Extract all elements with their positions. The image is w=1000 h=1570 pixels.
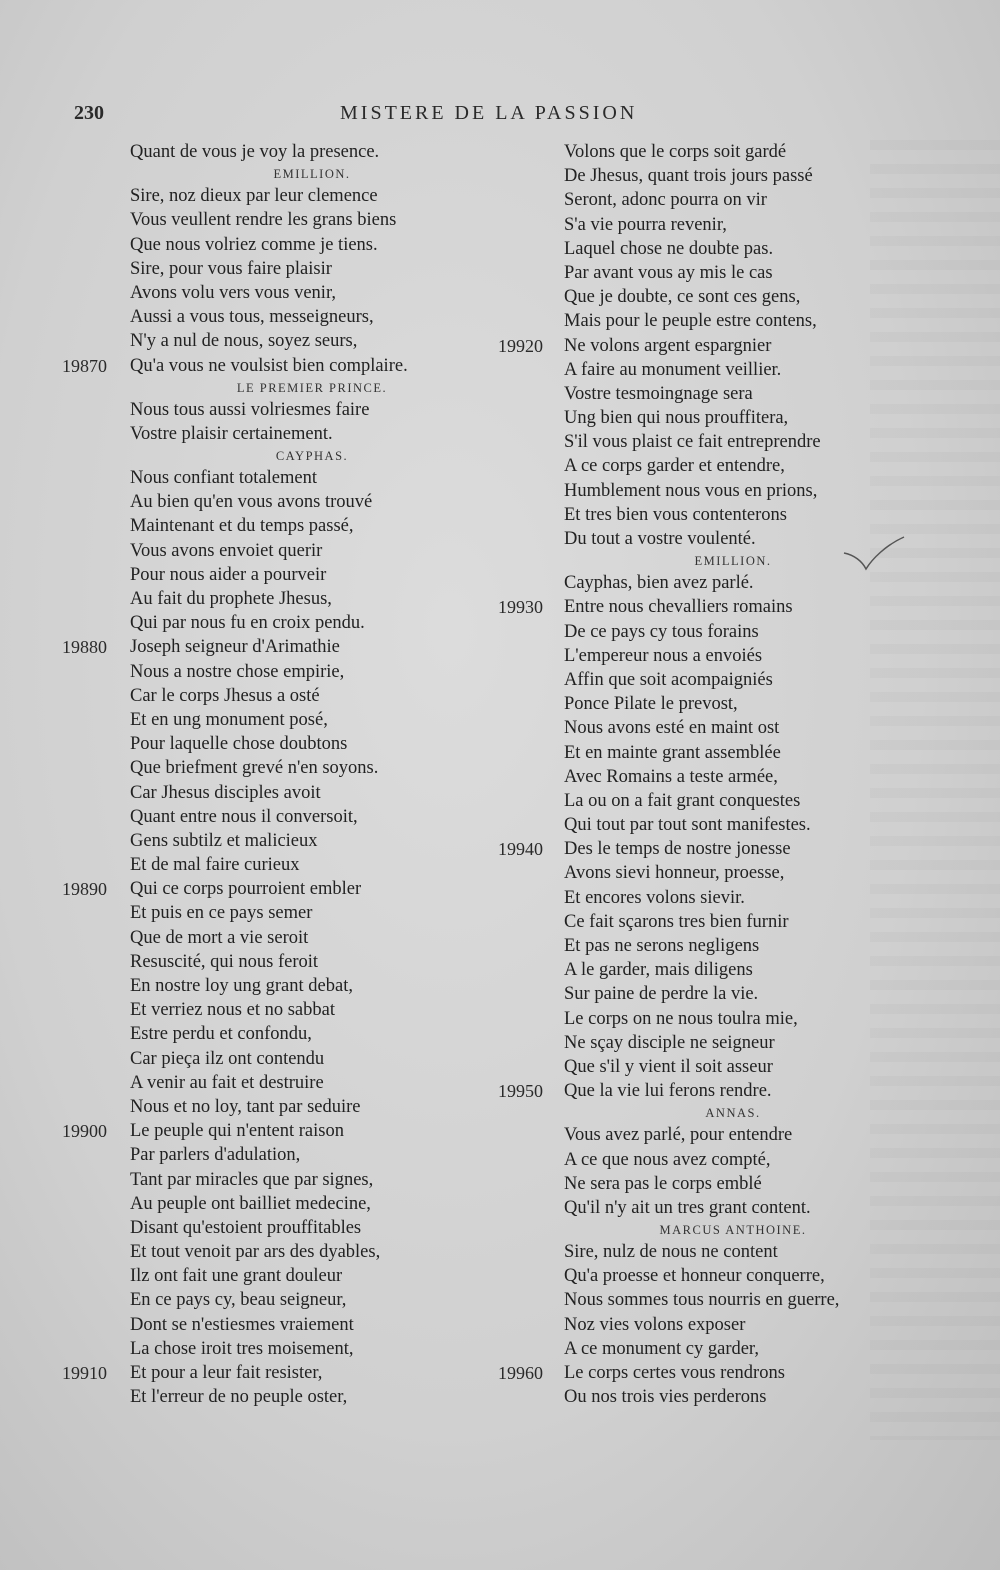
verse-text: Laquel chose ne doubte pas. [564,238,774,259]
verse-text: Et encores volons sievir. [564,887,745,908]
verse-line [62,1047,502,1071]
verse-text: A venir au fait et destruire [130,1072,324,1093]
verse-text: Avons volu vers vous venir, [130,282,336,303]
verse-text: Seront, adonc pourra on vir [564,190,767,211]
verse-text: Au fait du prophete Jhesus, [130,589,332,609]
verse-text: Car le corps Jhesus a osté [130,685,320,706]
verse-text: Quant de vous je voy la presence. [130,142,380,162]
verse-text: En ce pays cy, beau seigneur, [130,1290,347,1311]
verse-line [62,950,502,974]
verse-line [62,539,502,563]
running-title: MISTERE DE LA PASSION [340,102,638,124]
verse-line [62,490,502,514]
verse-text: Maintenant et du temps passé, [130,516,354,537]
verse-text: Que nous volriez comme je tiens. [130,234,378,255]
verse-text: Vous avez parlé, pour entendre [564,1125,793,1146]
verse-text: A faire au monument veillier. [564,359,782,380]
verse-text: Que la vie lui ferons rendre. [564,1081,772,1102]
verse-line [62,140,502,164]
verse-text: Ung bien qui nous prouffitera, [564,408,789,429]
verse-line [498,213,918,237]
line-number: 19880 [62,637,107,658]
verse-line [498,1055,918,1079]
verse-text: Qu'a vous ne voulsist bien complaire. [130,355,408,376]
line-number: 19890 [62,879,107,900]
verse-line [498,934,918,958]
verse-line [498,1361,918,1385]
page-number: 230 [74,102,104,124]
verse-text: Le corps on ne nous toulra mie, [564,1008,798,1029]
verse-text: Humblement nous vous en prions, [564,480,818,501]
verse-line [498,595,918,619]
verse-text: Et pas ne serons negligens [564,936,760,956]
verse-line [62,756,502,780]
verse-line [498,620,918,644]
verse-line [62,1216,502,1240]
verse-text: Par parlers d'adulation, [130,1145,301,1166]
line-number: 19940 [498,839,543,860]
verse-text: Ilz ont fait une grant douleur [130,1266,343,1287]
verse-line [498,1031,918,1055]
verse-text: Vostre tesmoingnage sera [564,383,753,404]
verse-text: Que s'il y vient il soit asseur [564,1056,773,1077]
verse-line [498,479,918,503]
verse-text: Et en mainte grant assemblée [564,742,781,763]
verse-text: Et de mal faire curieux [130,855,300,876]
page-header [70,100,710,134]
verse-text: Que je doubte, ce sont ces gens, [564,287,801,308]
verse-text: Ne volons argent espargnier [564,335,772,356]
verse-text: Qu'il n'y ait un tres grant content. [564,1197,811,1218]
verse-line [498,789,918,813]
verse-text: Quant entre nous il conversoit, [130,806,358,827]
verse-line [62,660,502,684]
verse-line [498,503,918,527]
verse-text: En nostre loy ung grant debat, [130,976,353,996]
verse-text: Ce fait sçarons tres bien furnir [564,911,789,932]
line-number: 19920 [498,335,543,356]
verse-line [62,1288,502,1312]
verse-text: Joseph seigneur d'Arimathie [130,637,340,658]
verse-line [498,454,918,478]
verse-text: Car Jhesus disciples avoit [130,782,321,803]
verse-text: Tant par miracles que par signes, [130,1169,374,1190]
verse-line [498,813,918,837]
verse-line [498,958,918,982]
verse-line [498,644,918,668]
verse-text: Estre perdu et confondu, [130,1024,312,1045]
verse-line [62,514,502,538]
verse-text: S'il vous plaist ce fait entreprendre [564,432,821,453]
verse-text: Par avant vous ay mis le cas [564,262,773,283]
verse-text: Pour nous aider a pourveir [130,564,327,585]
verse-line [498,1264,918,1288]
verse-text: Nous a nostre chose empirie, [130,661,345,682]
verse-line [498,741,918,765]
verse-line [62,708,502,732]
verse-line [62,829,502,853]
verse-text: Cayphas, bien avez parlé. [564,573,754,594]
verse-line [62,1192,502,1216]
verse-line [62,1168,502,1192]
speaker-name: EMILLION. [694,554,772,569]
verse-line [62,901,502,925]
verse-line [62,422,502,446]
verse-line [498,406,918,430]
verse-text: Au bien qu'en vous avons trouvé [130,492,373,513]
verse-text: L'empereur nous a envoiés [564,645,763,666]
verse-line [498,164,918,188]
verse-line [498,886,918,910]
verse-line [62,354,502,378]
verse-line [498,382,918,406]
verse-text: S'a vie pourra revenir, [564,214,727,235]
verse-line [62,974,502,998]
verse-line [498,1123,918,1147]
verse-text: Qui par nous fu en croix pendu. [130,613,365,634]
verse-text: Ou nos trois vies perderons [564,1387,767,1408]
verse-text: De ce pays cy tous forains [564,621,759,642]
verse-line [498,334,918,358]
verse-line [62,1022,502,1046]
verse-line [62,1264,502,1288]
verse-text: Qui ce corps pourroient embler [130,879,362,900]
verse-text: Ne sera pas le corps emblé [564,1173,762,1194]
verse-line [62,281,502,305]
verse-text: Vous avons envoiet querir [130,540,323,561]
verse-line [62,1385,502,1409]
verse-text: Le corps certes vous rendrons [564,1363,785,1383]
verse-line [498,837,918,861]
verse-text: Sire, pour vous faire plaisir [130,258,332,279]
verse-text: Du tout a vostre voulenté. [564,529,756,549]
verse-line [498,188,918,212]
verse-text: Dont se n'estiesmes vraiement [130,1314,354,1335]
verse-text: Entre nous chevalliers romains [564,597,793,618]
verse-line [62,563,502,587]
verse-text: Volons que le corps soit gardé [564,142,787,162]
verse-line [498,358,918,382]
verse-text: Sur paine de perdre la vie. [564,984,759,1005]
verse-line [62,611,502,635]
verse-line [62,926,502,950]
verse-line [498,1007,918,1031]
verse-line [498,1172,918,1196]
verse-text: Avec Romains a teste armée, [564,766,778,787]
verse-line [498,910,918,934]
verse-line [498,1385,918,1409]
verse-line [498,1313,918,1337]
verse-line [62,781,502,805]
verse-line [498,1079,918,1103]
verse-line [62,684,502,708]
verse-text: Nous sommes tous nourris en guerre, [564,1290,840,1311]
verse-text: Qui tout par tout sont manifestes. [564,815,811,836]
verse-line [498,237,918,261]
verse-line [62,1361,502,1385]
verse-line [62,398,502,422]
verse-line [62,208,502,232]
verse-line [498,716,918,740]
verse-text: A ce que nous avez compté, [564,1149,771,1170]
verse-line [498,261,918,285]
verse-text: Gens subtilz et malicieux [130,830,318,851]
verse-line [498,1240,918,1264]
verse-line [498,692,918,716]
verse-line [62,1095,502,1119]
verse-line [62,853,502,877]
verse-line [62,257,502,281]
verse-text: Mais pour le peuple estre contens, [564,311,817,332]
verse-text: Resuscité, qui nous feroit [130,951,319,972]
verse-text: La chose iroit tres moisement, [130,1338,354,1359]
verse-text: Avons sievi honneur, proesse, [564,863,785,884]
verse-line [62,732,502,756]
verse-text: Que briefment grevé n'en soyons. [130,758,379,779]
speaker-name: MARCUS ANTHOINE. [659,1223,807,1238]
verse-line [498,1196,918,1220]
verse-text: Sire, nulz de nous ne content [564,1242,778,1263]
verse-line [498,668,918,692]
verse-text: Nous confiant totalement [130,468,318,489]
verse-line [62,466,502,490]
line-number: 19950 [498,1081,543,1102]
verse-line [62,329,502,353]
verse-line [498,285,918,309]
verse-text: Ponce Pilate le prevost, [564,694,738,715]
verse-text: Le peuple qui n'entent raison [130,1121,344,1142]
right-column [498,140,918,1409]
speaker-name: LE PREMIER PRINCE. [236,380,388,395]
verse-text: Que de mort a vie seroit [130,927,309,948]
verse-text: Des le temps de nostre jonesse [564,839,791,860]
verse-line [498,1288,918,1312]
verse-text: Sire, noz dieux par leur clemence [130,186,378,207]
verse-line [62,184,502,208]
verse-line [62,1119,502,1143]
verse-line [62,1143,502,1167]
verse-text: Vostre plaisir certainement. [130,423,333,444]
verse-text: Et pour a leur fait resister, [130,1363,323,1383]
verse-line [62,635,502,659]
verse-line [62,1071,502,1095]
verse-line [498,765,918,789]
line-number: 19900 [62,1121,107,1142]
verse-text: Et en ung monument posé, [130,709,328,730]
verse-text: Pour laquelle chose doubtons [130,734,348,755]
verse-text: Ne sçay disciple ne seigneur [564,1032,775,1053]
verse-text: Qu'a proesse et honneur conquerre, [564,1266,825,1287]
verse-text: De Jhesus, quant trois jours passé [564,166,813,187]
verse-line [498,982,918,1006]
verse-text: Et tres bien vous contenterons [564,504,787,525]
verse-text: Au peuple ont bailliet medecine, [130,1193,371,1214]
checkmark-annotation-icon [842,535,906,575]
speaker-name: ANNAS. [705,1106,761,1121]
verse-text: Vous veullent rendre les grans biens [130,210,397,231]
verse-line [62,233,502,257]
verse-line [62,1313,502,1337]
verse-text: Et puis en ce pays semer [130,903,313,924]
verse-text: A ce monument cy garder, [564,1338,759,1359]
line-number: 19910 [62,1363,107,1383]
verse-text: N'y a nul de nous, soyez seurs, [130,331,358,352]
line-number: 19960 [498,1363,543,1383]
verse-line [498,430,918,454]
verse-text: Nous et no loy, tant par seduire [130,1096,361,1117]
speaker-name: EMILLION. [273,167,351,182]
verse-text: A le garder, mais diligens [564,960,753,981]
verse-text: A ce corps garder et entendre, [564,456,785,477]
verse-text: Disant qu'estoient prouffitables [130,1217,362,1238]
verse-line [62,877,502,901]
verse-text: Et tout venoit par ars des dyables, [130,1242,381,1263]
verse-line [62,1240,502,1264]
verse-line [498,140,918,164]
verse-line [62,587,502,611]
line-number: 19870 [62,355,107,376]
left-column [62,140,502,1409]
verse-line [498,861,918,885]
verse-line [62,805,502,829]
verse-line [498,1148,918,1172]
verse-line [498,309,918,333]
line-number: 19930 [498,597,543,618]
verse-text: Nous avons esté en maint ost [564,718,780,739]
verse-text: Car pieça ilz ont contendu [130,1048,325,1069]
verse-text: Et l'erreur de no peuple oster, [130,1387,348,1408]
speaker-name: CAYPHAS. [275,449,349,464]
verse-line [62,1337,502,1361]
verse-text: Affin que soit acompaigniés [564,669,773,690]
verse-line [62,998,502,1022]
verse-line [498,1337,918,1361]
verse-text: La ou on a fait grant conquestes [564,790,801,811]
verse-line [62,305,502,329]
verse-text: Nous tous aussi volriesmes faire [130,399,370,420]
verse-text: Noz vies volons exposer [564,1314,746,1335]
verse-text: Et verriez nous et no sabbat [130,1000,335,1021]
verse-text: Aussi a vous tous, messeigneurs, [130,307,374,328]
